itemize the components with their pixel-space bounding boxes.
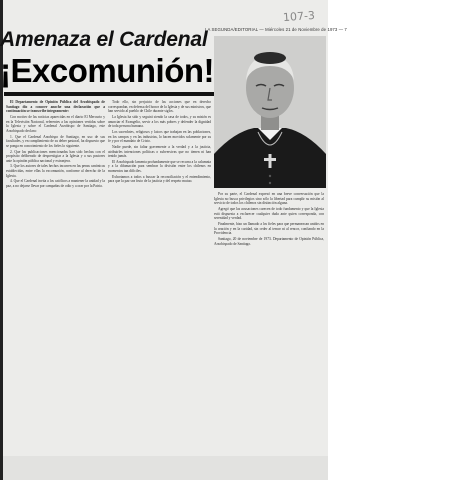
article-paragraph: Exhortamos a todos a buscar la reconciliación y el entendimiento, para que la paz sea fruto de la justicia y del respeto mutuo. — [108, 174, 211, 184]
page-header: LA SEGUNDA/EDITORIAL — Miércoles 21 de Noviembre de 1973 — 7 — [205, 27, 347, 32]
article-paragraph: Todo ello, sin perjuicio de las acciones que en derecho correspondan, en defensa del honor de la Iglesia y de sus ministros, que han servido al pueblo de Chile durante siglos. — [108, 100, 211, 114]
article-paragraph: Agregó que las acusaciones carecen de todo fundamento y que la Iglesia está dispuesta a esclarecer cualquier duda ante quien corresponda, con serenidad y verdad. — [214, 206, 324, 221]
article-lead: El Departamento de Opinión Pública del Arzobispado de Santiago dio a conocer anoche una declaración que a continuación se transcribe íntegramente: — [6, 100, 105, 114]
article-paragraph: 2. Que las publicaciones mencionadas han sido hechas con el propósito deliberado de desprestigiar a la Iglesia y a sus pastores ante la opinión pública nacional y extranjera. — [6, 149, 105, 163]
cardinal-photo — [214, 36, 326, 188]
article-column-3 — [214, 192, 324, 460]
article-paragraph: 4. Que el Cardenal invita a los católicos a mantener la unidad y la paz, a no dejarse llevar por campañas de odio y a orar por la Patria. — [6, 179, 105, 189]
article-paragraph: Con motivo de las noticias aparecidas en el diario El Mercurio y en la Televisión Nacional, referentes a las opiniones vertidas sobre la Iglesia y sobre el Cardenal Arzobispo de Santiago, este Arzobispado declara: — [6, 114, 105, 133]
article-paragraph: Nadie puede, sin faltar gravemente a la verdad y a la justicia, atribuirles intenciones políticas o subversivas que no tienen ni han tenido jamás. — [108, 144, 211, 159]
article-paragraph: Por su parte, el Cardenal expresó en una breve conversación que la Iglesia no busca privilegios sino sólo la libertad para cumplir su misión al servicio de todos los chilenos sin distinción alguna. — [214, 192, 324, 206]
article-column-1 — [6, 100, 105, 460]
article-column-2 — [108, 100, 211, 440]
article-paragraph: El Arzobispado lamenta profundamente que se recurra a la calumnia y a la difamación para sembrar la división entre los chilenos en momentos tan difíciles. — [108, 159, 211, 174]
article-paragraph: Santiago, 20 de noviembre de 1973. Departamento de Opinión Pública, Arzobispado de Santiago. — [214, 236, 324, 246]
article-paragraph: 1. Que el Cardenal Arzobispo de Santiago, en uso de sus facultades, y en cumplimiento de su deber pastoral, ha dispuesto que se ponga en conocimiento de los fieles lo siguiente. — [6, 134, 105, 148]
portrait-image — [214, 36, 326, 188]
article-paragraph: 3. Que los autores de tales hechos incurren en las penas canónicas establecidas, entre ellas la excomunión, conforme al derecho de la Iglesia. — [6, 164, 105, 178]
article-paragraph: Los sacerdotes, religiosos y laicos que trabajan en las poblaciones, en los campos y en las industrias, lo hacen movidos solamente por su fe y por el mandato de Cristo. — [108, 129, 211, 144]
subheadline: ¡Excomunión! — [0, 52, 214, 89]
headline: Amenaza el Cardenal — [0, 28, 208, 51]
article-paragraph: La Iglesia ha sido y seguirá siendo la casa de todos, y su misión es anunciar el Evangelio, servir a los más pobres y defender la dignidad de toda persona humana. — [108, 114, 211, 129]
article-paragraph: Finalmente, hizo un llamado a los fieles para que permanezcan unidos en la oración y en la caridad, sin ceder al temor ni al rencor, confiando en la Providencia. — [214, 221, 324, 236]
handwritten-note: 107-3 — [282, 8, 316, 25]
